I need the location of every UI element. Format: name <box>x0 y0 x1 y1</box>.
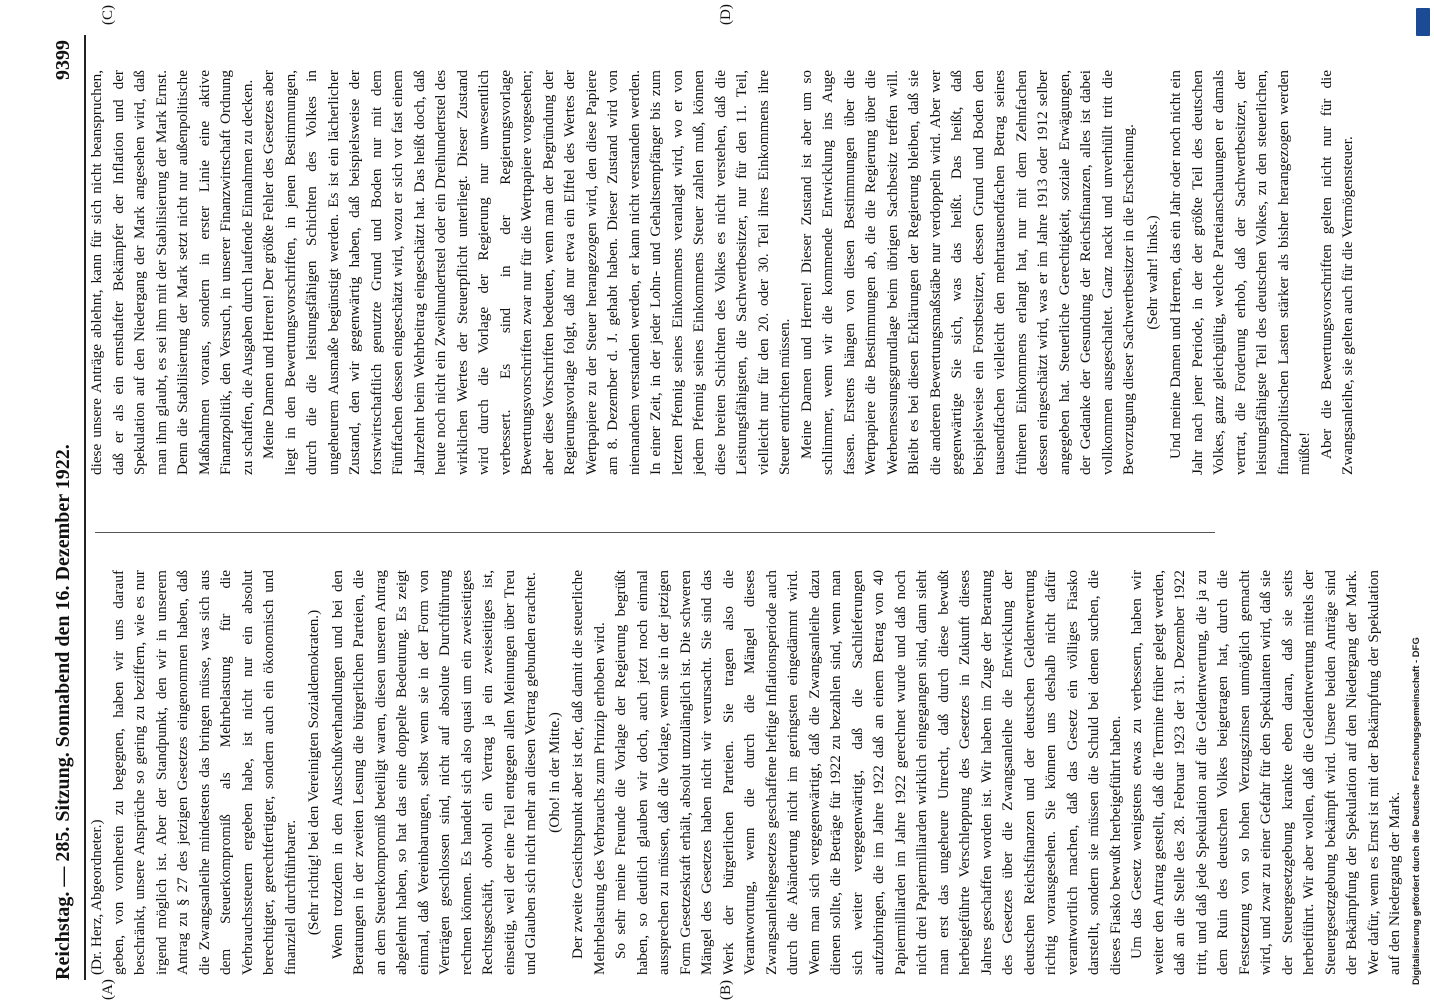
margin-mark-b: (B) <box>718 980 734 1000</box>
paragraph: diese unsere Anträge ablehnt, kann für sich nicht beanspruchen, daß er als ein ernsthafter Bekämpfer der Inflation und der Spekulation auf den Niedergang der Mark angesehen wird, daß man ihm glaubt, es sei ihm mit der Stabilisierung der Mark Ernst. Denn die Stabilisierung der Mark setzt nicht nur außenpolitische Maßnahmen voraus, sondern in erster Linie eine aktive Finanzpolitik, den Versuch, in unserer Finanzwirtschaft Ordnung zu schaffen, die Ausgaben durch laufende Einnahmen zu decken. <box>88 70 256 475</box>
right-column <box>86 70 1356 475</box>
paragraph: Meine Damen und Herren! Dieser Zustand ist aber um so schlimmer, wenn wir die kommende Entwicklung ins Auge fassen. Erstens hängen von diesen Bestimmungen über die Wertpapiere die Bestimmungen ab, die die Regierung über die Werbemessungsgrundlage beim übrigen Sachbesitz treffen will. Bleibt es bei diesen Erklärungen der Regierung bleiben, daß sie die anderen Bewertungsmaßstäbe nur verdoppeln wird. Aber wer gegenwärtige Sie sich, was das heißt. Das heißt, daß beispielsweise ein Forstbesitzer, dessen Grund und Boden den tausendfachen vielleicht den mehrtausendfachen Betrag seines früheren Einkommens erlangt hat, nur mit dem Zehnfachen dessen eingeschätzt wird, was er im Jahre 1913 oder 1912 selber angegeben hat. Steuerliche Gerechtigkeit, soziale Erwägungen, der Gedanke der Gesundung der Reichsfinanzen, alles ist dabei vollkommen ausgeschaltet. Ganz nackt und unverhüllt tritt die Bevorzugung dieser Sachwertbesitzer in die Erscheinung. <box>797 70 1137 475</box>
digitization-credit <box>1404 10 1432 990</box>
page-number: 9399 <box>52 40 74 80</box>
paragraph: Aber die Bewertungsvorschriften gelten nicht nur für die Zwangsanleihe, sie gelten auch für die Vermögensteuer. <box>1317 70 1356 475</box>
interjection: (Sehr wahr! links.) <box>1143 215 1161 330</box>
interjection: (Oho! in der Mitte.) <box>545 712 563 833</box>
margin-mark-a: (A) <box>100 979 116 1000</box>
interjection: (Sehr richtig! bei den Vereinigten Sozialdemokraten.) <box>305 609 322 936</box>
speaker-label: (Dr. Herz, Abgeordneter.) <box>88 819 105 975</box>
paragraph: Und meine Damen und Herren, das ein Jahr oder noch nicht ein Jahr nach jener Periode, in der der größte Teil des deutschen Volkes, ganz gleichgültig, welche Parteianschauungen er damals vertrat, die Forderung erhob, daß der Sachwertbesitzer, der leistungsfähigste Teil des deutschen Volkes, zu den steuerlichen, finanzpolitischen Lasten stärker als bisher herangezogen werden müßte! <box>1167 70 1313 475</box>
margin-mark-c: (C) <box>100 5 116 25</box>
credit-text: Digitalisierung gefördert durch die Deutsche Forschungsgemeinschaft - DFG <box>1411 637 1422 985</box>
paragraph: Wenn trotzdem in den Ausschußverhandlungen und bei den Beratungen in der zweiten Lesung die bürgerlichen Parteien, die an dem Steuerkompromiß beteiligt waren, diesen unseren Antrag abgelehnt haben, so hat das eine doppelte Bedeutung. Es zeigt einmal, daß Vereinbarungen, selbst wenn sie in der Form von Verträgen geschlossen sind, nicht auf absolute Durchführung rechnen können. Es handelt sich also quasi um ein zweiseitiges Rechtsgeschäft, obwohl ein Vertrag ja ein zweiseitiges ist, einseitig, weil der eine Teil entgegen allen Meinungen über Treu und Glauben sich nicht mehr an diesen Vertrag gebunden erachtet. <box>328 570 539 975</box>
page-header <box>52 40 82 980</box>
paragraph: So sehr meine Freunde die Vorlage der Regierung begrüßt haben, so deutlich glauben wir doch, auch jetzt noch einmal aussprechen zu müssen, daß die Vorlage, wenn sie in der jetzigen Form Gesetzeskraft erhält, absolut unzulänglich ist. Die schweren Mängel des Gesetzes haben nicht wir verursacht. Sie sind das Werk der bürgerlichen Parteien. Sie tragen also die Verantwortung, wenn die durch die Mängel dieses Zwangsanleihegesetzes geschaffene heftige Inflationsperiode auch durch die Abänderung nicht im geringsten eingedämmt wird. Wenn man sich vergegenwärtigt, daß die Zwangsanleihe dazu dienen sollte, die Beträge für 1922 zu bezahlen sind, wenn man sich weiter vergegenwärtigt, daß die Sachlieferungen aufzubringen, die im Jahre 1922 daß an einem Betrag von 40 Papiermilliarden im Jahre 1922 gerechnet wurde und daß noch nicht drei Papiermilliarden wirklich eingegangen sind, dann sieht man erst das ungeheure Unrecht, daß durch diese bewußt herbeigeführte Verschleppung des Gesetzes in Zukunft dieses Jahres geschaffen worden ist. Wir haben im Zuge der Beratung des Gesetzes über die Zwangsanleihe die Entwicklung der deutschen Reichsfinanzen und der deutschen Geldentwertung richtig vorausgesehen. Sie können uns deshalb nicht dafür verantwortlich machen, daß das Gesetz ein völliges Fiasko darstellt, sondern sie müssen die Schuld bei denen suchen, die dieses Fiasko bewußt herbeigeführt haben. <box>612 570 1124 975</box>
margin-mark-d: (D) <box>718 4 734 25</box>
left-column <box>86 570 1403 975</box>
paragraph: Der zweite Gesichtspunkt aber ist der, daß damit die steuerliche Mehrbelastung des Verbrauchs zum Prinzip erhoben wird. <box>569 570 608 975</box>
column-rule <box>95 532 1215 533</box>
paragraph: Um das Gesetz wenigstens etwas zu verbessern, haben wir weiter den Antrag gestellt, daß die Termine früher gelegt werden, daß an die Stelle des 28. Februar 1923 der 31. Dezember 1922 tritt, und daß jede Spekulation auf die Geldentwertung, die ja zu dem Ruin des deutschen Volkes beigetragen hat, durch die Festsetzung von so hohen Verzugszinsen unmöglich gemacht wird, und zwar zu einer Gefahr für den Spekulanten wird, daß sie der Steuergesetzgebung krankte eben daran, daß sie seits herbeiführt. Wir aber wollen, daß die Geldentwertung mittels der Steuergesetzgebung bekämpft wird. Unsere beiden Anträge sind der Bekämpfung der Spekulation auf den Niedergang der Mark. Wer dafür, wenn es Ernst ist mit der Bekämpfung der Spekulation auf den Niedergang der Mark. <box>1128 570 1403 975</box>
paragraph: Meine Damen und Herren! Der größte Fehler des Gesetzes aber liegt in den Bewertungsvorschriften, in jenen Bestimmungen, durch die die leistungsfähigen Schichten des Volkes in ungeheurem Ausmaße begünstigt werden. Es ist ein lächerlicher Zustand, den wir gegenwärtig haben, daß beispielsweise der forstwirtschaftlich genutzte Grund und Boden nur mit dem Fünffachen dessen eingeschätzt wird, wozu er sich vor fast einem Jahrzehnt beim Wehrbeitrag eingeschätzt hat. Das heißt doch, daß heute noch nicht ein Zweihundertstel oder ein Dreihundertstel des wirklichen Wertes der Steuerpflicht unterliegt. Dieser Zustand wird durch die Vorlage der Regierung nur unwesentlich verbessert. Es sind in der Regierungsvorlage Bewertungsvorschriften zwar nur für die Wertpapiere vorgesehen; aber diese Vorschriften bedeuten, wenn man der Begründung der Regierungsvorlage folgt, daß nur etwa ein Elftel des Wertes der Wertpapiere zu der Steuer herangezogen wird, den diese Papiere am 8. Dezember d. J. gehabt haben. Dieser Zustand wird von niemandem verstanden werden, er kann nicht verstanden werden. In einer Zeit, in der jeder Lohn- und Gehaltsempfänger bis zum letzten Pfennig seines Einkommens veranlagt wird, wo er von jedem Pfennig seines Einkommens Steuer zahlen muß, können diese breiten Schichten des Volkes es nicht verstehen, daß die Leistungsfähigsten, die Sachwertbesitzer, nur für den 11. Teil, vielleicht nur für den 20. oder 30. Teil ihres Einkommens ihre Steuer entrichten müssen. <box>260 70 793 475</box>
header-title: Reichstag. — 285. Sitzung. Sonnabend den 16. Dezember 1922. <box>52 444 74 980</box>
paragraph: geben, von vornherein zu begegnen, haben wir uns darauf beschränkt, unsere Ansprüche so gering zu beziffern, wie es nur irgend möglich ist. Aber der Standpunkt, den wir in unserem Antrag zu § 27 des jetzigen Gesetzes eingenommen haben, daß die Zwangsanleihe mindestens das bringen müsse, was sich aus dem Steuerkompromiß als Mehrbelastung für die Verbrauchssteuern ergeben habe, ist nicht nur ein absolut berechtigter, gerechtfertigter, sondern auch ein ökonomisch und finanziell durchführbarer. <box>109 570 299 975</box>
